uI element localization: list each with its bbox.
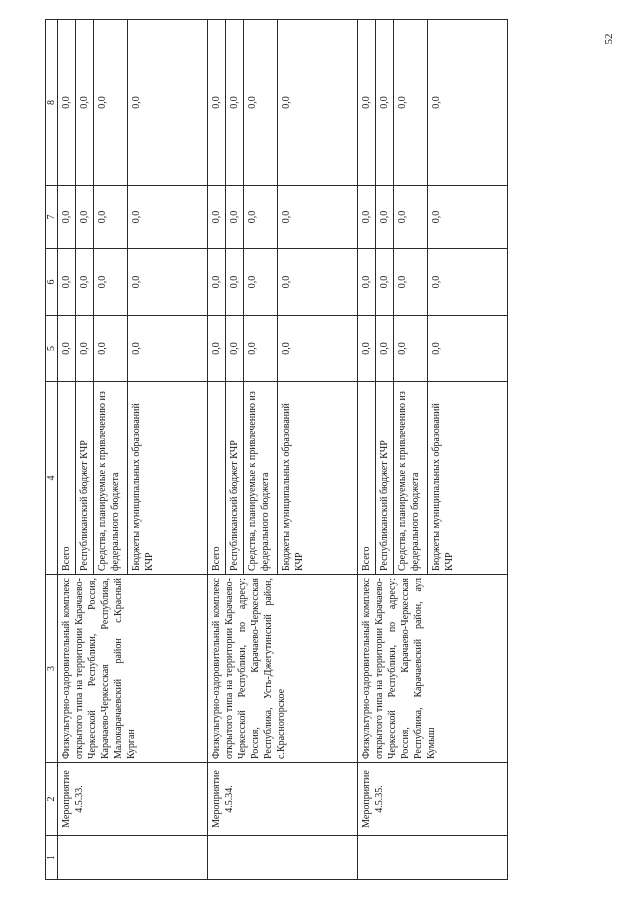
value-cell: 0,0 [226,249,244,316]
column-header: 5 [46,316,58,382]
event-label: Мероприятие 4.5.35. [358,763,508,836]
value-cell: 0,0 [358,20,376,186]
value-cell: 0,0 [208,249,226,316]
value-cell: 0,0 [58,186,76,249]
table-header-row [46,20,58,880]
value-cell: 0,0 [76,20,94,186]
rotated-document [45,20,608,880]
table-body [58,20,508,880]
value-cell: 0,0 [76,249,94,316]
value-cell: 0,0 [94,20,128,186]
funding-source: Республиканский бюджет КЧР [226,382,244,575]
funding-source: Средства, планируемые к привлечению из федерального бюджета [94,382,128,575]
page-number: 52 [603,33,615,45]
column-header: 7 [46,186,58,249]
value-cell: 0,0 [394,316,428,382]
value-cell: 0,0 [376,249,394,316]
value-cell: 0,0 [58,249,76,316]
column-header: 2 [46,763,58,836]
value-cell: 0,0 [208,316,226,382]
column-header: 8 [46,20,58,186]
funding-source: Всего [58,382,76,575]
value-cell: 0,0 [244,20,278,186]
value-cell: 0,0 [278,186,358,249]
value-cell: 0,0 [376,186,394,249]
value-cell: 0,0 [208,20,226,186]
value-cell: 0,0 [394,20,428,186]
funding-source: Республиканский бюджет КЧР [376,382,394,575]
row-number-cell [208,836,358,880]
value-cell: 0,0 [94,316,128,382]
value-cell: 0,0 [358,249,376,316]
value-cell: 0,0 [128,20,208,186]
funding-source: Всего [358,382,376,575]
event-label: Мероприятие 4.5.34. [208,763,358,836]
value-cell: 0,0 [358,186,376,249]
funding-source: Бюджеты муниципальных образований КЧР [278,382,358,575]
funding-source: Бюджеты муниципальных образований КЧР [428,382,508,575]
funding-source: Бюджеты муниципальных образований КЧР [128,382,208,575]
event-description: Физкультурно-оздоровительный комплекс открытого типа на территории Карачаево-Черкесской Республики, по адресу: Россия, Карачаево-Черкесская Республика, Карачаевский район, аул Кумыш [358,575,508,763]
funding-source: Республиканский бюджет КЧР [76,382,94,575]
column-header: 1 [46,836,58,880]
funding-source: Средства, планируемые к привлечению из федерального бюджета [244,382,278,575]
value-cell: 0,0 [58,316,76,382]
table-row [58,20,76,880]
value-cell: 0,0 [226,186,244,249]
value-cell: 0,0 [94,249,128,316]
table-row [208,20,226,880]
value-cell: 0,0 [376,20,394,186]
event-label: Мероприятие 4.5.33. [58,763,208,836]
value-cell: 0,0 [128,316,208,382]
value-cell: 0,0 [278,316,358,382]
value-cell: 0,0 [94,186,128,249]
value-cell: 0,0 [128,249,208,316]
value-cell: 0,0 [244,249,278,316]
value-cell: 0,0 [76,186,94,249]
column-header: 4 [46,382,58,575]
column-header: 3 [46,575,58,763]
value-cell: 0,0 [128,186,208,249]
funding-source: Всего [208,382,226,575]
value-cell: 0,0 [428,20,508,186]
financing-table [45,19,508,880]
value-cell: 0,0 [428,186,508,249]
value-cell: 0,0 [76,316,94,382]
value-cell: 0,0 [244,186,278,249]
table-row [358,20,376,880]
event-description: Физкультурно-оздоровительный комплекс открытого типа на территории Карачаево-Черкесской Республики, по адресу: Россия, Карачаево-Черкесская Республика, Усть-Джегутинский район, с.Красногорское [208,575,358,763]
value-cell: 0,0 [428,316,508,382]
value-cell: 0,0 [226,20,244,186]
value-cell: 0,0 [394,249,428,316]
value-cell: 0,0 [394,186,428,249]
value-cell: 0,0 [428,249,508,316]
event-description: Физкультурно-оздоровительный комплекс открытого типа на территории Карачаево-Черкесской Республики, Россия, Карачаево-Черкесская Республика, Малокарачаевский район с.Красный Курган [58,575,208,763]
row-number-cell [58,836,208,880]
row-number-cell [358,836,508,880]
funding-source: Средства, планируемые к привлечению из федерального бюджета [394,382,428,575]
value-cell: 0,0 [278,249,358,316]
column-header: 6 [46,249,58,316]
value-cell: 0,0 [358,316,376,382]
value-cell: 0,0 [376,316,394,382]
value-cell: 0,0 [278,20,358,186]
value-cell: 0,0 [244,316,278,382]
value-cell: 0,0 [58,20,76,186]
value-cell: 0,0 [226,316,244,382]
value-cell: 0,0 [208,186,226,249]
